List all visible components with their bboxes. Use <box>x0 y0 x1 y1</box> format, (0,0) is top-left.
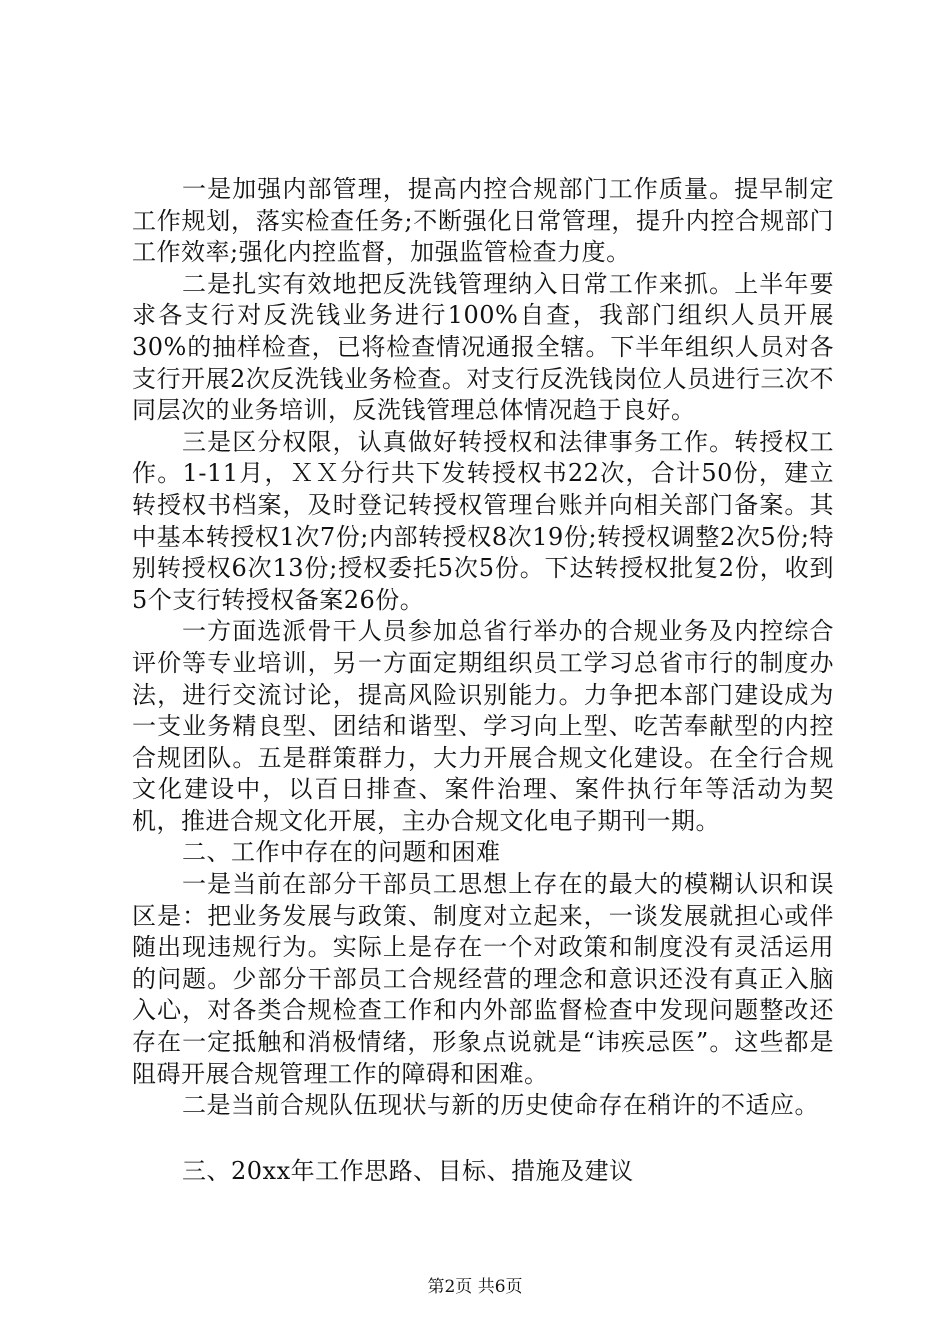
section-heading-problems: 二、工作中存在的问题和困难 <box>182 838 501 867</box>
paragraph-problem-one: 一是当前在部分干部员工思想上存在的最大的模糊认识和误区是：把业务发展与政策、制度对立起来，一谈发展就担心或伴随出现违规行为。实际上是存在一个对政策和制度没有灵活运用的问题。少部分干部员工合规经营的理念和意识还没有真正入脑入心，对各类合规检查工作和内外部监督检查中发现问题整改还存在一定抵触和消极情绪，形象点说就是“讳疾忌医”。这些都是阻碍开展合规管理工作的障碍和困难。 <box>132 870 834 1088</box>
section-heading-plans: 三、20xx年工作思路、目标、措施及建议 <box>182 1156 634 1185</box>
document-body <box>132 174 834 1187</box>
page-number-footer: 第2页 共6页 <box>427 1277 523 1297</box>
paragraph-authorization: 三是区分权限，认真做好转授权和法律事务工作。转授权工作。1-11月，ＸＸ分行共下发转授权书22次，合计50份，建立转授权书档案，及时登记转授权管理台账并向相关部门备案。其中基本转授权1次7份;内部转授权8次19份;转授权调整2次5份;特别转授权6次13份;授权委托5次5份。下达转授权批复2份，收到5个支行转授权备案26份。 <box>132 427 834 614</box>
paragraph-problem-two: 二是当前合规队伍现状与新的历史使命存在稍许的不适应。 <box>182 1091 819 1120</box>
paragraph-anti-money-laundering: 二是扎实有效地把反洗钱管理纳入日常工作来抓。上半年要求各支行对反洗钱业务进行100%自查，我部门组织人员开展30%的抽样检查，已将检查情况通报全辖。下半年组织人员对各支行开展2次反洗钱业务检查。对支行反洗钱岗位人员进行三次不同层次的业务培训，反洗钱管理总体情况趋于良好。 <box>132 269 834 425</box>
paragraph-internal-management: 一是加强内部管理，提高内控合规部门工作质量。提早制定工作规划，落实检查任务;不断强化日常管理，提升内控合规部门工作效率;强化内控监督，加强监管检查力度。 <box>132 175 834 267</box>
paragraph-training-culture: 一方面选派骨干人员参加总省行举办的合规业务及内控综合评价等专业培训，另一方面定期组织员工学习总省市行的制度办法，进行交流讨论，提高风险识别能力。力争把本部门建设成为一支业务精良型、团结和谐型、学习向上型、吃苦奉献型的内控合规团队。五是群策群力，大力开展合规文化建设。在全行合规文化建设中，以百日排查、案件治理、案件执行年等活动为契机，推进合规文化开展，主办合规文化电子期刊一期。 <box>132 617 834 835</box>
